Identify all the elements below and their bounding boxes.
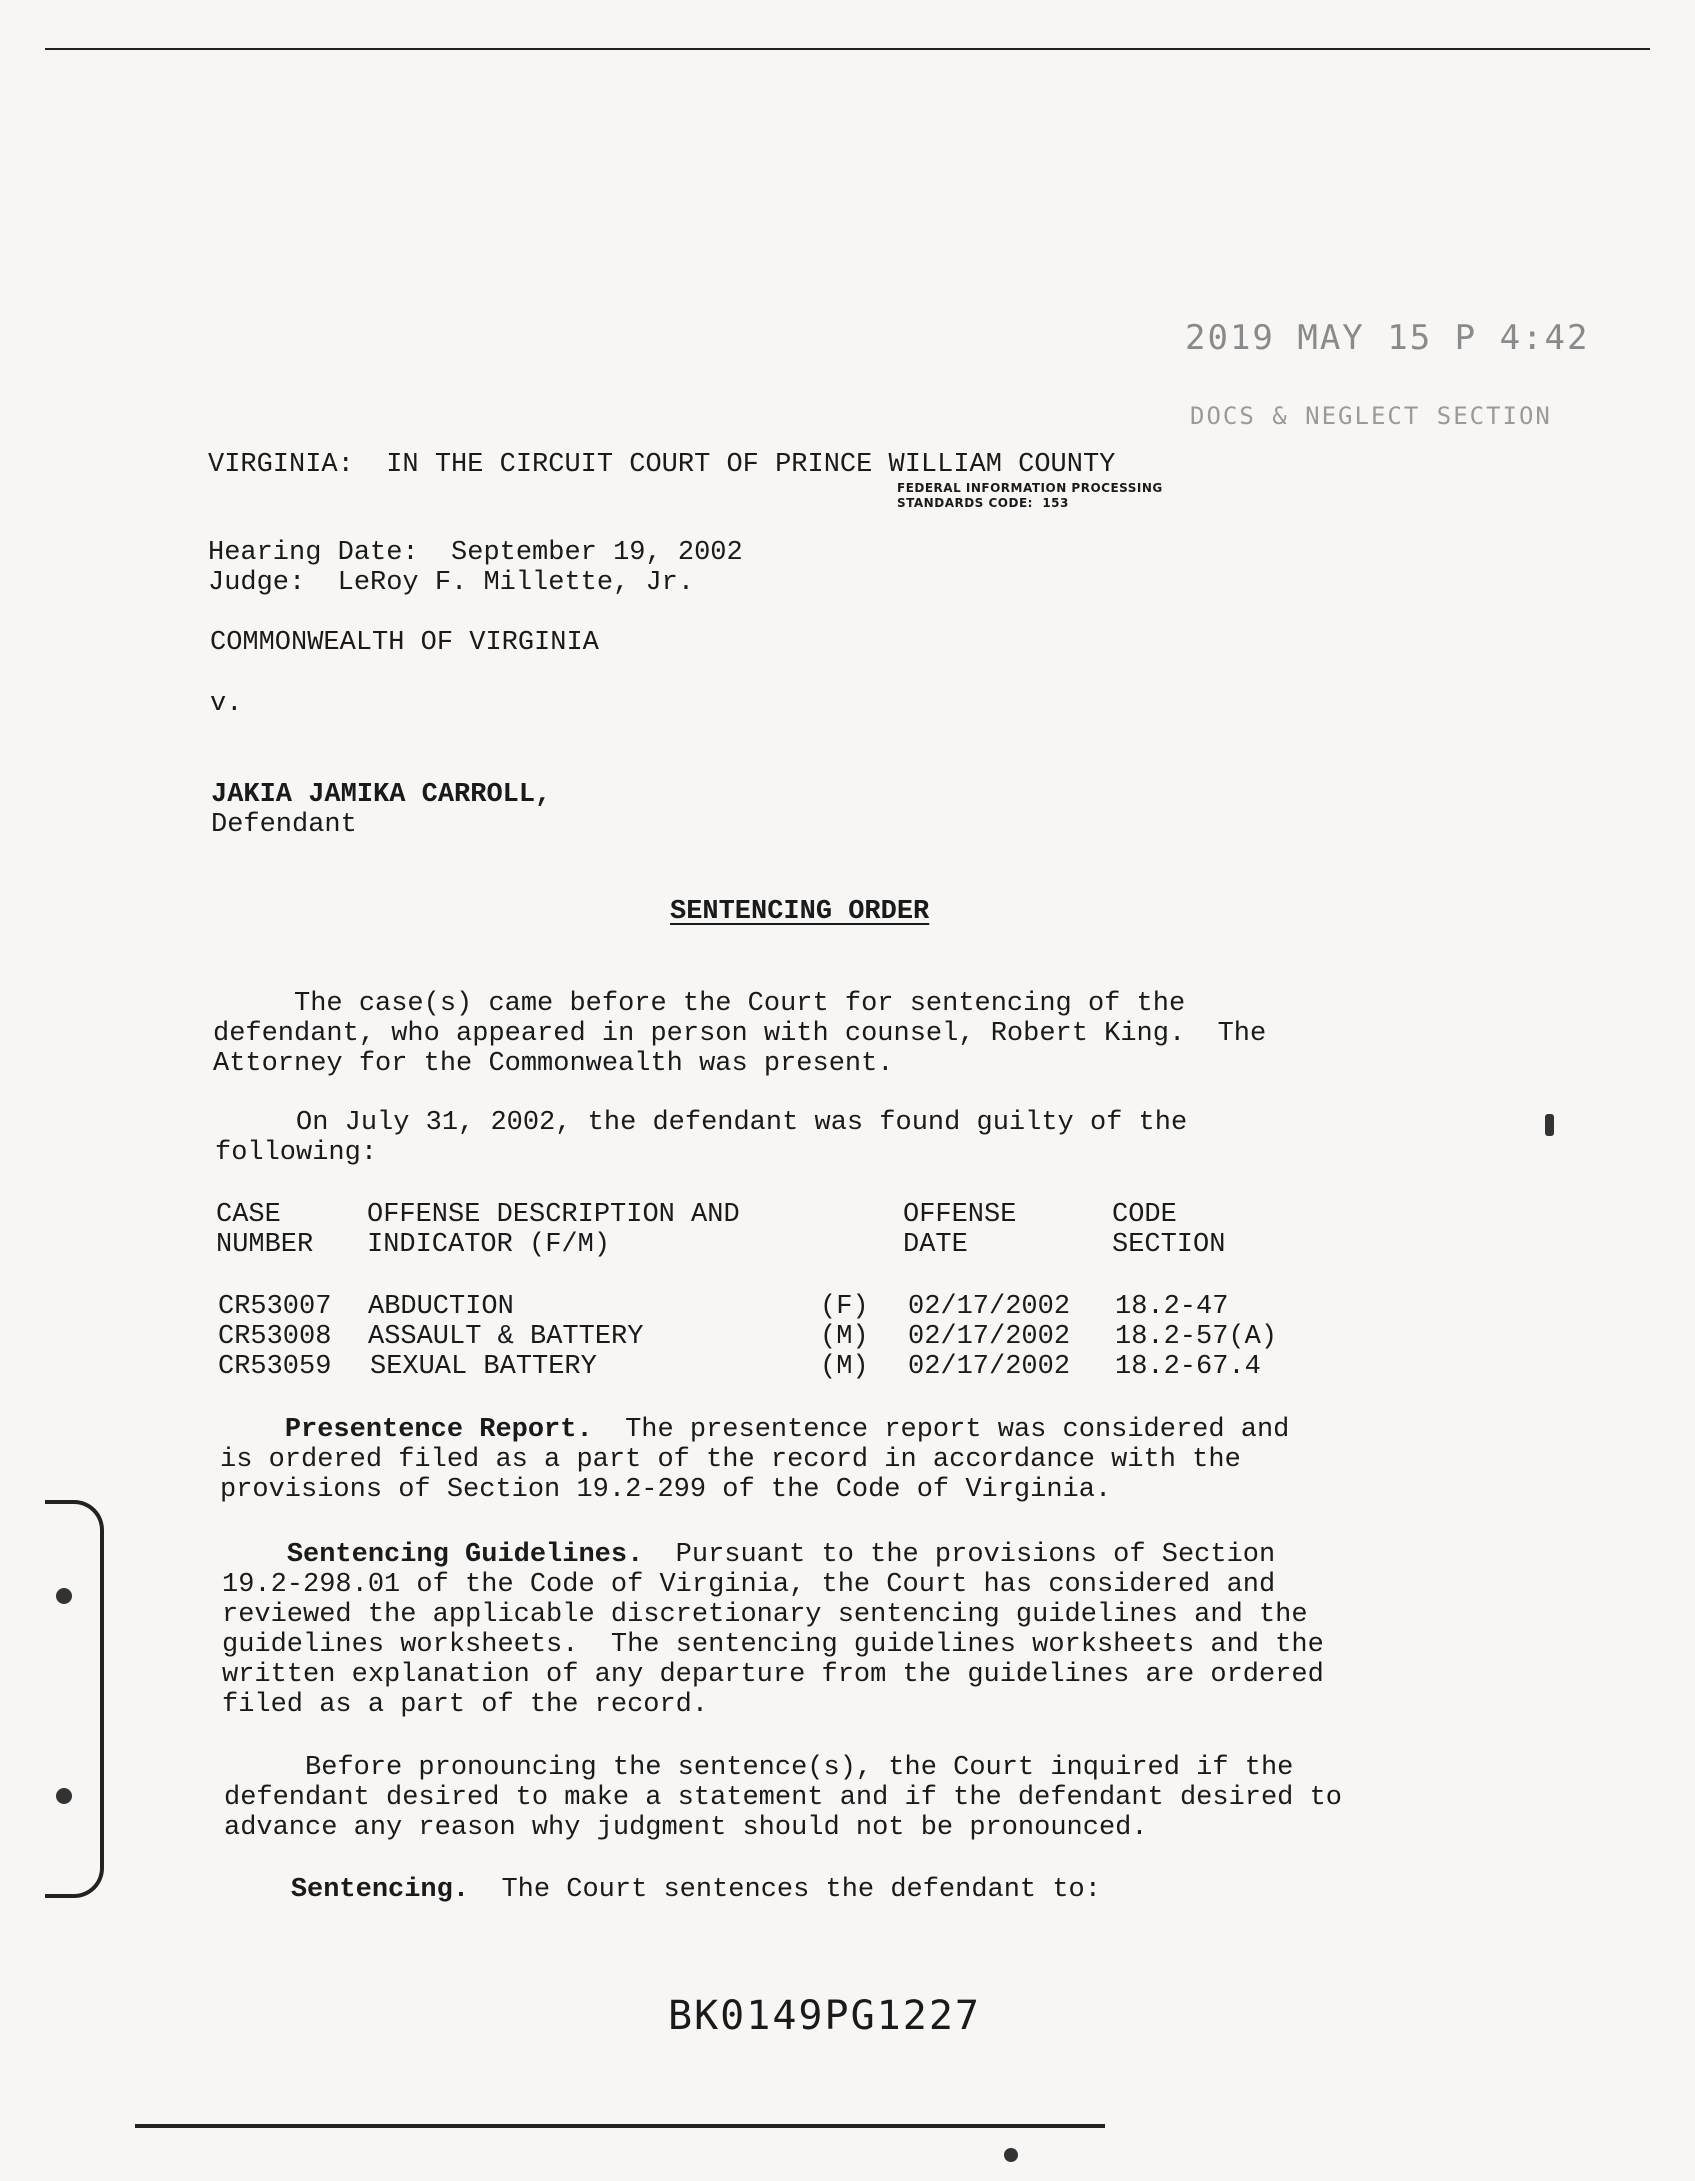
offense-row-date: 02/17/2002 — [908, 1352, 1071, 1382]
binder-bracket-mark — [45, 1500, 104, 1898]
bottom-punch-hole — [1004, 2148, 1018, 2162]
offense-row-code: 18.2-47 — [1115, 1292, 1229, 1322]
hearing-date: Hearing Date: September 19, 2002 — [208, 538, 743, 568]
filing-stamp-datetime: 2019 MAY 15 P 4:42 — [1185, 318, 1590, 358]
offense-row-indicator: (M) — [820, 1352, 869, 1382]
defendant-label: Defendant — [211, 810, 357, 840]
statement-line-1: Before pronouncing the sentence(s), the Court inquired if the — [224, 1753, 1294, 1783]
guidelines-line-6: filed as a part of the record. — [222, 1690, 709, 1720]
document-title: SENTENCING ORDER — [670, 897, 930, 927]
presentence-line-1 — [220, 1415, 1289, 1445]
bottom-rule — [135, 2124, 1105, 2128]
offense-row-date: 02/17/2002 — [908, 1292, 1071, 1322]
offense-row-indicator: (M) — [820, 1322, 869, 1352]
offense-row-description: ABDUCTION — [368, 1292, 514, 1322]
offense-row-description: ASSAULT & BATTERY — [368, 1322, 644, 1352]
offense-row-indicator: (F) — [820, 1292, 869, 1322]
col-header-case — [216, 1200, 313, 1260]
offense-row-case: CR53059 — [218, 1352, 332, 1382]
court-heading: VIRGINIA: IN THE CIRCUIT COURT OF PRINCE WILLIAM COUNTY — [208, 450, 1116, 480]
fips-code-line2: STANDARDS CODE: 153 — [897, 496, 1069, 510]
guilty-line-2: following: — [215, 1138, 378, 1168]
col-header-date-line2: DATE — [903, 1230, 968, 1260]
guidelines-text: Pursuant to the provisions of Section — [643, 1540, 1276, 1570]
sentencing-heading: Sentencing. — [290, 1875, 470, 1905]
offense-row-date: 02/17/2002 — [908, 1322, 1071, 1352]
offense-row-case: CR53007 — [218, 1292, 332, 1322]
col-header-case-line2: NUMBER — [216, 1230, 314, 1260]
binder-hole-upper — [56, 1588, 72, 1604]
sentencing-text: The Court sentences the defendant to: — [469, 1875, 1101, 1905]
col-header-code — [1112, 1200, 1225, 1260]
col-header-code-line1: CODE — [1112, 1200, 1177, 1230]
guilty-line-1: On July 31, 2002, the defendant was found guilty of the — [215, 1108, 1188, 1138]
filing-stamp-office: DOCS & NEGLECT SECTION — [1190, 402, 1552, 430]
col-header-offense-line2: INDICATOR (F/M) — [367, 1230, 611, 1260]
guidelines-line-1 — [222, 1540, 1275, 1570]
versus: v. — [210, 689, 243, 719]
guidelines-line-3: reviewed the applicable discretionary sentencing guidelines and the — [222, 1600, 1308, 1630]
offense-row-description: SEXUAL BATTERY — [370, 1352, 597, 1382]
col-header-date — [903, 1200, 1016, 1260]
presentence-heading: Presentence Report. — [284, 1415, 593, 1445]
offense-row-code: 18.2-57(A) — [1115, 1322, 1278, 1352]
statement-line-2: defendant desired to make a statement and if the defendant desired to — [224, 1783, 1342, 1813]
fips-code-line1: FEDERAL INFORMATION PROCESSING — [897, 481, 1163, 495]
sentencing-line — [226, 1875, 1101, 1905]
guidelines-heading: Sentencing Guidelines. — [286, 1540, 644, 1570]
col-header-date-line1: OFFENSE — [903, 1200, 1017, 1230]
plaintiff-name: COMMONWEALTH OF VIRGINIA — [210, 628, 599, 658]
presentence-text: The presentence report was considered and — [592, 1415, 1290, 1445]
statement-line-3: advance any reason why judgment should not be pronounced. — [224, 1813, 1148, 1843]
presentence-line-3: provisions of Section 19.2-299 of the Code of Virginia. — [220, 1475, 1112, 1505]
offense-row-case: CR53008 — [218, 1322, 332, 1352]
guidelines-line-2: 19.2-298.01 of the Code of Virginia, the Court has considered and — [222, 1570, 1276, 1600]
intro-line-3: Attorney for the Commonwealth was present. — [213, 1049, 894, 1079]
guidelines-line-5: written explanation of any departure from the guidelines are ordered — [222, 1660, 1324, 1690]
intro-line-1: The case(s) came before the Court for sentencing of the — [213, 989, 1186, 1019]
col-header-case-line1: CASE — [216, 1200, 281, 1230]
col-header-offense-line1: OFFENSE DESCRIPTION AND — [367, 1200, 740, 1230]
book-page-reference: BK0149PG1227 — [668, 1993, 981, 2039]
col-header-code-line2: SECTION — [1112, 1230, 1226, 1260]
top-rule — [45, 48, 1650, 50]
guidelines-line-4: guidelines worksheets. The sentencing guidelines worksheets and the — [222, 1630, 1324, 1660]
presentence-line-2: is ordered filed as a part of the record in accordance with the — [220, 1445, 1241, 1475]
intro-line-2: defendant, who appeared in person with counsel, Robert King. The — [213, 1019, 1267, 1049]
defendant-name: JAKIA JAMIKA CARROLL, — [211, 780, 552, 810]
right-margin-mark — [1545, 1114, 1554, 1136]
col-header-offense — [367, 1200, 740, 1260]
binder-hole-lower — [56, 1788, 72, 1804]
judge-name: Judge: LeRoy F. Millette, Jr. — [208, 568, 695, 598]
offense-row-code: 18.2-67.4 — [1115, 1352, 1261, 1382]
